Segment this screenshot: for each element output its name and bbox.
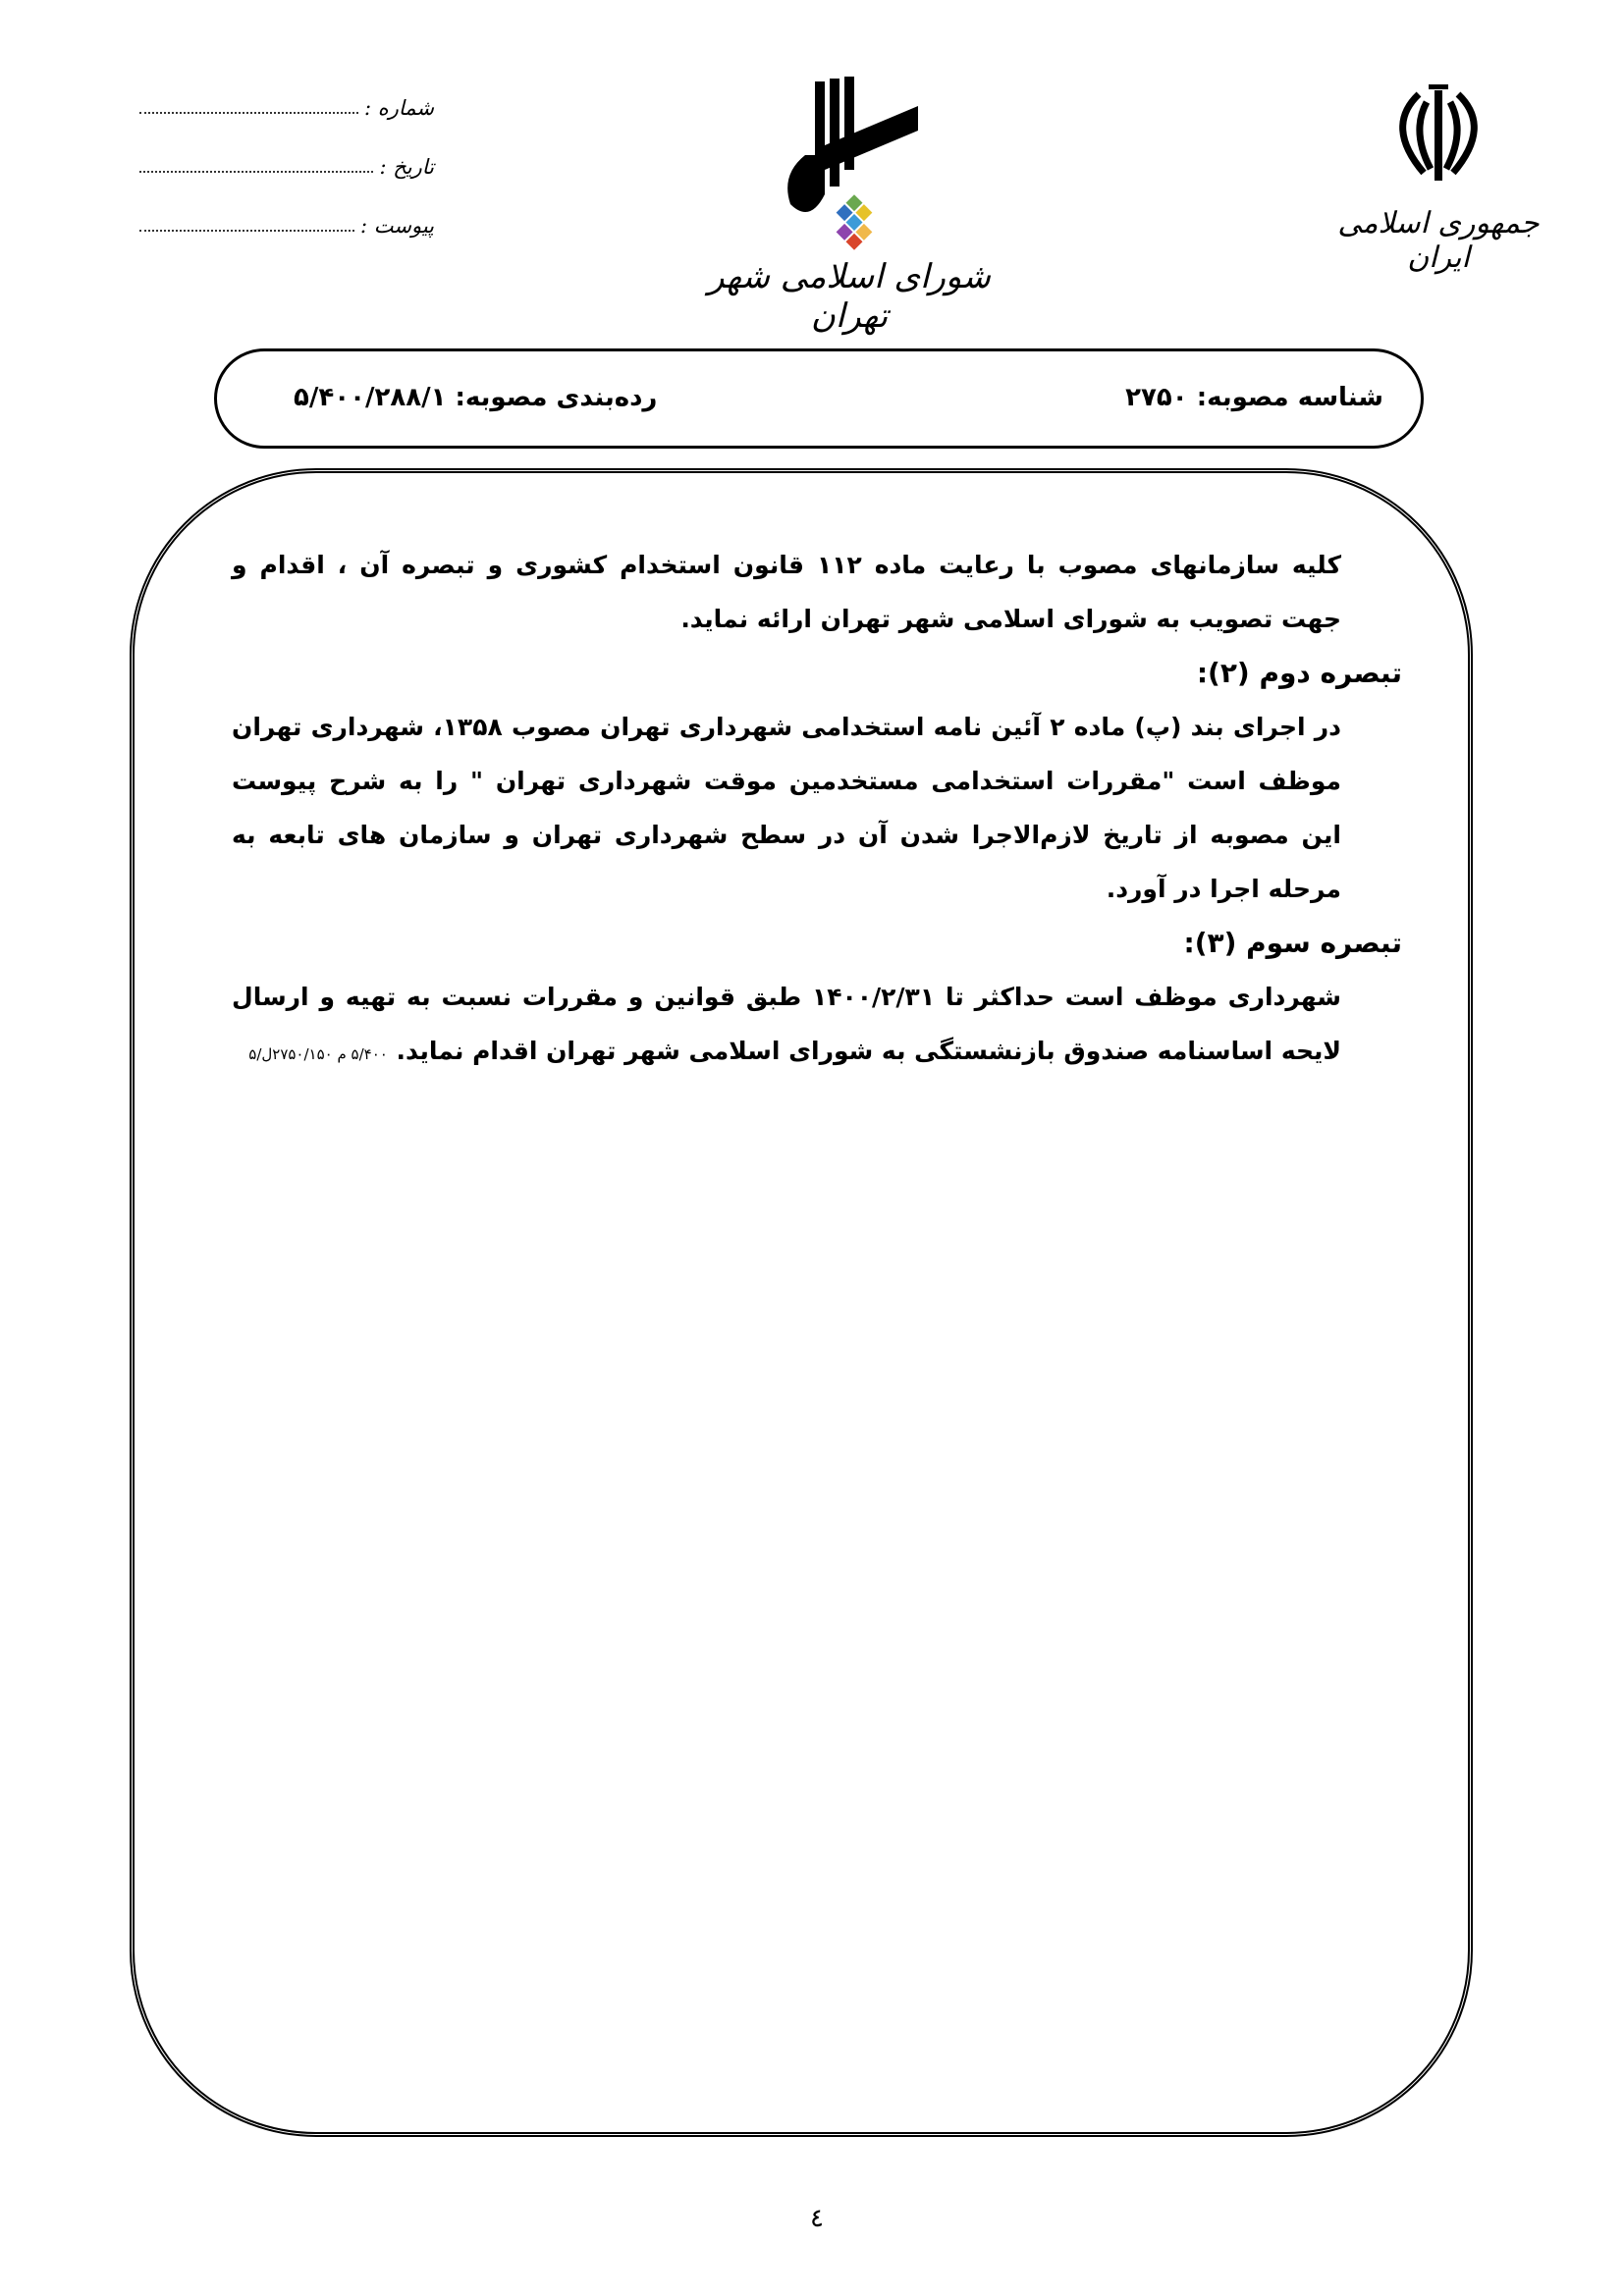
tehran-council-logo	[771, 77, 938, 263]
resolution-classification: رده‌بندی مصوبه: ۵/۴۰۰/۲۸۸/۱	[294, 383, 658, 412]
reference-code: ۵/۴۰۰ م ۲۷۵۰/۱۵۰ل/۵	[248, 1045, 388, 1063]
attachment-field	[139, 208, 434, 238]
resolution-id-box	[214, 348, 1424, 449]
resolution-id: شناسه مصوبه: ۲۷۵۰	[1125, 383, 1383, 412]
attachment-blank	[139, 230, 354, 232]
paragraph-3-text: شهرداری موظف است حداکثر تا ۱۴۰۰/۲/۳۱ طبق قوانین و مقررات نسبت به تهیه و ارسال لایحه اساسنامه صندوق بازنشستگی به شورای اسلامی شهر تهران اقدام نماید.	[232, 983, 1341, 1065]
number-label: شماره :	[363, 96, 434, 120]
heading-note-3: تبصره سوم (۳):	[1183, 927, 1402, 959]
date-label: تاریخ :	[379, 155, 434, 179]
iran-emblem-icon	[1380, 82, 1497, 186]
paragraph-2: در اجرای بند (پ) ماده ۲ آئین نامه استخدامی شهرداری تهران مصوب ۱۳۵۸، شهرداری تهران موظف است "مقررات استخدامی مستخدمین موقت شهرداری تهران " را به شرح پیوست این مصوبه از تاریخ لازم‌الاجرا شدن آن در سطح شهرداری تهران و سازمان های تابعه به مرحله اجرا در آورد.	[232, 713, 1341, 903]
number-field	[139, 90, 434, 120]
document-body	[232, 538, 1402, 1082]
paragraph-1: کلیه سازمانهای مصوب با رعایت ماده ۱۱۲ قانون استخدام کشوری و تبصره آن ، اقدام و جهت تصویب به شورای اسلامی شهر تهران ارائه نماید.	[232, 551, 1341, 633]
date-blank	[139, 171, 373, 173]
attachment-label: پیوست :	[360, 214, 434, 238]
council-logo-text: شورای اسلامی شهر تهران	[708, 257, 991, 336]
heading-note-2: تبصره دوم (۲):	[1196, 657, 1402, 689]
page-number: ٤	[810, 2204, 824, 2233]
paragraph-3	[232, 970, 1402, 1082]
number-blank	[139, 112, 358, 114]
date-field	[139, 149, 434, 179]
emblem-text: جمهوری اسلامی ایران	[1337, 206, 1540, 275]
